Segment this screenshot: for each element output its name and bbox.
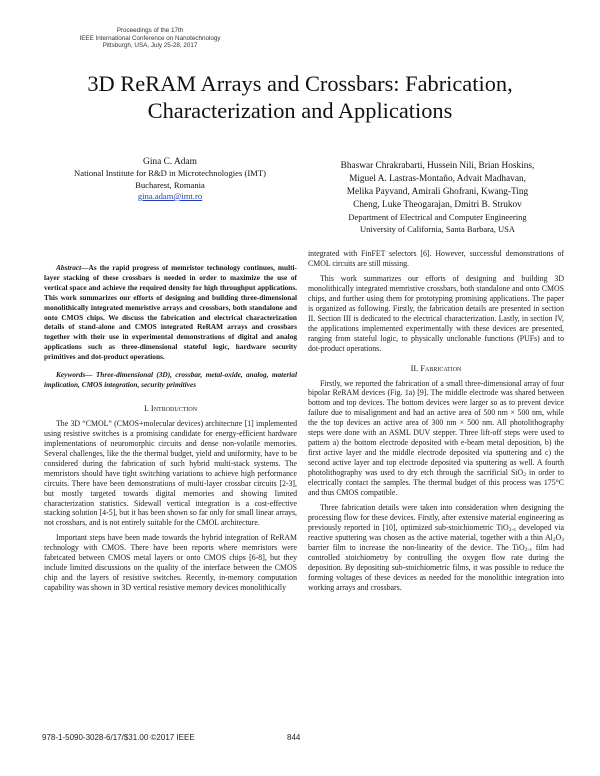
subscript: 2: [552, 536, 556, 543]
section-heading-fabrication: [308, 364, 564, 374]
keywords-label: Keywords—: [56, 370, 93, 380]
text-run: Firstly, we reported the fabrication of a small three-dimensional array of four bipolar ReRAM devices (Fig. 1a) [9]. The middle electrode was shared between bottom and top devices. The bottom devices were larger so as to prevent device failure due to misalignment and had an active area of 500 nm × 500 nm, while the the top devices an active area of 300 nm × 500 nm. All photolithography steps were done with an ASML DUV stepper. Three lift-off steps were used to pattern a) the bottom electrode deposited with e-beam metal deposition, b) the first active layer and the middle electrode deposited via sputtering and c) the second active layer and top electrode deposited via sputtering as well. A fourth photolithography was used to dry etch through the sacrificial SiO: [308, 378, 564, 478]
section-title: Introduction: [150, 403, 198, 413]
author-names: Cheng, Luke Theogarajan, Dmitri B. Strukov: [353, 200, 522, 210]
author-block-right: [305, 160, 570, 235]
abstract: [44, 263, 297, 362]
subscript: 3: [561, 536, 564, 543]
section-title: Fabrication: [420, 363, 462, 373]
abstract-text: As the rapid progress of memristor technology continues, multi-layer stacking of these crossbars is needed in order to maximize the use of vertical space and achieve the required density for high throughput applications. This work summarizes our efforts of designing and building three-dimensional monolithically integrated memristive arrays and crossbars, both standalone and onto CMOS chips. We discuss the fabrication and electrical characterization details of stand-alone and CMOS integrated ReRAM arrays and crossbars together with their use in experimental demonstrations of digital and analog applications such as three-dimensional stateful logic, hardware security primitives and dot-product operations.: [44, 263, 297, 362]
proceedings-line: Pittsburgh, USA, July 25-28, 2017: [102, 42, 198, 50]
paragraph: The 3D “CMOL” (CMOS+molecular devices) architecture [1] implemented using resistive switches is a promising candidate for energy-efficient hardware implementations of neuromorphic circuits and dense non-volatile memories. Several challenges, like the the thermal budget, yield and uniformity, have to be considered during the fabrication of such hybrid multi-stack systems. The memristors should have tight switching variations to achieve high performance circuits. There have been demonstrations of multi-layer crossbar circuits [2-3], but mostly targeted towards digital memories and showing limited characterization statistics. Sidewall vertical integration is a cost-effective stacking solution [4-5], but it has been shown so far only for small linear arrays, not crossbars, and is not entirely suitable for the CMOL architecture.: [44, 418, 297, 528]
section-heading-introduction: [44, 404, 297, 414]
proceedings-header: [0, 27, 300, 50]
paragraph: Important steps have been made towards the hybrid integration of ReRAM technology with CMOS. There have been reports where memristors were fabricated between CMOS metal layers or onto CMOS chips [6-8], but they include limited discussions on the quality of the interface between the CMOS chip and the layers of resistive switches. Recently, in-memory computation capability was shown in 3D vertical resistive memory devices monolithically: [44, 533, 297, 593]
subscript: 2-x: [508, 526, 517, 533]
title-line: 3D ReRAM Arrays and Crossbars: Fabrication,: [87, 71, 513, 96]
paragraph: This work summarizes our efforts of designing and building 3D monolithically integrated memristive crossbars, both standalone and onto CMOS chips, and further using them for prototyping promising applications. The paper is organized as following. Firstly, the fabrication details are presented in section II. Section III is dedicated to the electrical characterization. Lastly, in section IV, the applications implemented experimentally with these devices are presented, ranging from stateful logic, to physically unclonable functions (PUFs) and to dot-product operations.: [308, 273, 564, 353]
paragraph: [308, 503, 564, 593]
text-run: barrier film to increase the non-linearity of the device. The TiO: [308, 542, 525, 552]
author-block-left: [40, 157, 300, 202]
author-department: Department of Electrical and Computer Engineering: [348, 212, 527, 222]
footer-isbn: 978-1-5090-3028-6/17/$31.00 ©2017 IEEE: [42, 733, 195, 742]
subscript: 2-x: [524, 546, 532, 553]
paragraph-continued: integrated with FinFET selectors [6]. However, successful demonstrations of CMOL circuits are still missing.: [308, 249, 564, 268]
author-names: Melika Payvand, Amirali Ghofrani, Kwang-Ting: [346, 187, 529, 197]
subscript: 2: [523, 472, 526, 479]
author-email-link[interactable]: gina.adam@imt.ro: [137, 190, 203, 201]
author-affiliation: National Institute for R&D in Microtechnologies (IMT): [74, 168, 266, 179]
proceedings-line: IEEE International Conference on Nanotechnology: [79, 34, 221, 42]
paper-title: [0, 70, 600, 124]
text-run: in order to electrically contact the samples. The thermal budget of this process was 175°C and thus CMOS compatible.: [308, 468, 564, 498]
author-name: Gina C. Adam: [143, 157, 197, 167]
right-column: [308, 249, 564, 598]
text-run: Three fabrication details were taken into consideration when designing the processing flow for these devices. Firstly, after extensive material engineering as previously reported in [10], optimized sub-stoichiometric TiO: [308, 502, 564, 532]
section-number: I.: [143, 403, 149, 413]
keywords-text: Three-dimensional (3D), crossbar, metal-oxide, analog, material implication, CMOS integration, security primitives: [44, 370, 297, 389]
text-run: film had controlled stoichiometry by controlling the oxygen flow rate during the deposition. By depositing sub-stoichiometric films, it was possible to reduce the forming voltages of these devices as needed for the monolithic integration into working arrays and crossbars.: [308, 542, 564, 592]
paragraph: [308, 379, 564, 498]
author-location: Bucharest, Romania: [135, 179, 205, 190]
abstract-label: Abstract—: [56, 263, 89, 272]
author-names: Miguel A. Lastras-Montaño, Advait Madhavan,: [349, 174, 526, 184]
text-run: developed via reactive sputtering was chosen as the active material, together with a thin Al: [308, 522, 564, 542]
text-run: O: [555, 532, 562, 542]
title-line: Characterization and Applications: [147, 98, 453, 123]
author-university: University of California, Santa Barbara, USA: [359, 223, 516, 234]
section-number: II.: [410, 363, 419, 373]
left-column: [44, 263, 297, 598]
keywords: [44, 370, 297, 390]
author-names: Bhaswar Chrakrabarti, Hussein Nili, Brian Hoskins,: [340, 161, 535, 171]
proceedings-line: Proceedings of the 17th: [116, 27, 184, 34]
page-number: 844: [287, 733, 301, 742]
